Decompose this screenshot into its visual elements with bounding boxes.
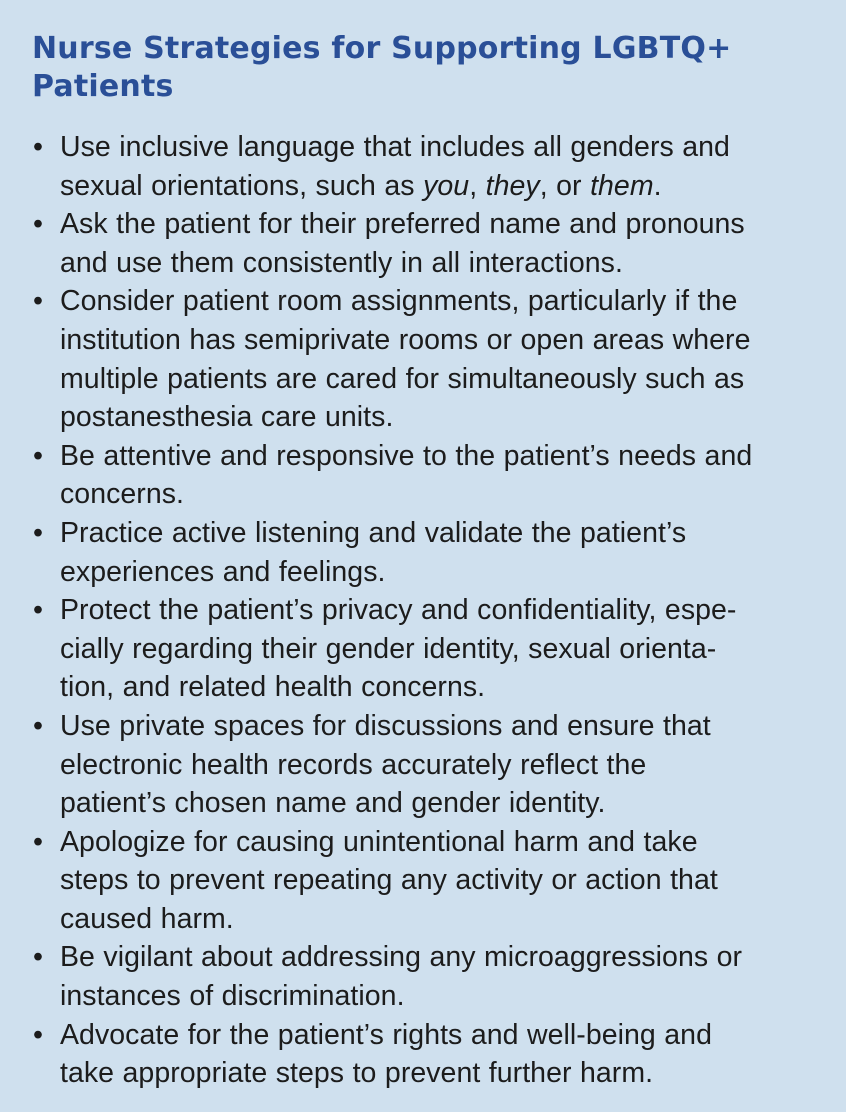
strategy-text: institution has semiprivate rooms or open areas where	[60, 323, 751, 356]
strategy-text: take appropriate steps to prevent further harm.	[60, 1057, 654, 1090]
strategy-text: cially regarding their gender identity, sexual orienta-	[60, 632, 717, 665]
bullet-icon: •	[32, 439, 44, 472]
strategy-item	[32, 591, 816, 707]
strategy-text: ,	[469, 169, 486, 202]
bullet-icon: •	[32, 131, 44, 163]
strategy-text: Protect the patient’s privacy and confidentiality, espe-	[60, 594, 737, 627]
strategy-item-line	[60, 746, 816, 785]
strategy-item-line	[60, 1054, 816, 1093]
bullet-icon: •	[32, 208, 44, 241]
strategy-item-line	[60, 630, 816, 669]
strategy-item	[32, 938, 816, 1015]
strategy-text: electronic health records accurately reflect the	[60, 748, 647, 781]
bullet-icon: •	[32, 516, 44, 549]
strategy-item-line	[60, 977, 816, 1016]
strategy-text: Be vigilant about addressing any microaggressions or	[60, 941, 743, 974]
strategy-item-line	[60, 475, 816, 514]
strategy-item-line	[60, 553, 816, 592]
strategy-item-line	[60, 591, 816, 630]
strategy-item	[32, 707, 816, 823]
strategy-text: Practice active listening and validate the patient’s	[60, 516, 687, 549]
strategy-text: patient’s chosen name and gender identity.	[60, 787, 606, 820]
bullet-icon: •	[32, 825, 44, 858]
strategy-item	[32, 514, 816, 591]
strategy-item	[32, 205, 816, 282]
strategy-item-line	[60, 823, 816, 862]
strategy-text: Ask the patient for their preferred name and pronouns	[60, 208, 745, 241]
sidebar-title	[32, 30, 816, 106]
strategy-item-line	[60, 437, 816, 476]
bullet-icon: •	[32, 594, 44, 627]
strategy-text: concerns.	[60, 478, 185, 511]
sidebar-title-line: Nurse Strategies for Supporting LGBTQ+	[32, 31, 732, 66]
strategy-item	[32, 437, 816, 514]
strategy-item-line	[60, 244, 816, 283]
strategy-item-line	[60, 398, 816, 437]
strategy-text: caused harm.	[60, 902, 234, 935]
strategy-text: multiple patients are cared for simultaneously such as	[60, 362, 745, 395]
strategy-emphasis: they	[485, 169, 540, 202]
strategy-text: Use private spaces for discussions and ensure that	[60, 709, 711, 742]
bullet-icon: •	[32, 1018, 44, 1051]
strategy-text: Consider patient room assignments, particularly if the	[60, 285, 738, 318]
strategy-item-line	[60, 205, 816, 244]
strategy-text: instances of discrimination.	[60, 980, 405, 1013]
strategy-item	[32, 823, 816, 939]
strategy-item-line	[60, 321, 816, 360]
bullet-icon: •	[32, 285, 44, 318]
strategy-emphasis: them	[590, 169, 654, 202]
strategy-text: Use inclusive language that includes all genders and	[60, 131, 730, 163]
strategy-list	[32, 128, 816, 1093]
strategy-text: experiences and feelings.	[60, 555, 386, 588]
strategy-text: tion, and related health concerns.	[60, 671, 486, 704]
strategy-item-line	[60, 784, 816, 823]
strategy-item-line	[60, 167, 816, 206]
bullet-icon: •	[32, 709, 44, 742]
sidebar-title-line: Patients	[32, 69, 174, 104]
strategy-item-line	[60, 707, 816, 746]
strategy-text: .	[653, 169, 662, 202]
strategy-item-line	[60, 360, 816, 399]
strategy-text: Apologize for causing unintentional harm and take	[60, 825, 698, 858]
strategy-text: Advocate for the patient’s rights and well-being and	[60, 1018, 712, 1051]
strategy-text: postanesthesia care units.	[60, 401, 394, 434]
strategy-item-line	[60, 900, 816, 939]
strategy-item	[32, 282, 816, 436]
strategy-text: and use them consistently in all interactions.	[60, 246, 623, 279]
strategy-item	[32, 1016, 816, 1093]
strategy-text: Be attentive and responsive to the patient’s needs and	[60, 439, 753, 472]
strategy-text: , or	[539, 169, 591, 202]
strategy-item-line	[60, 861, 816, 900]
strategy-item-line	[60, 514, 816, 553]
strategy-text: sexual orientations, such as	[60, 169, 424, 202]
strategy-text: steps to prevent repeating any activity or action that	[60, 864, 718, 897]
strategy-item-line	[60, 668, 816, 707]
bullet-icon: •	[32, 941, 44, 974]
strategy-item-line	[60, 128, 816, 167]
strategy-item	[32, 128, 816, 205]
strategy-item-line	[60, 1016, 816, 1055]
strategy-emphasis: you	[423, 169, 470, 202]
strategy-item-line	[60, 938, 816, 977]
strategy-item-line	[60, 282, 816, 321]
